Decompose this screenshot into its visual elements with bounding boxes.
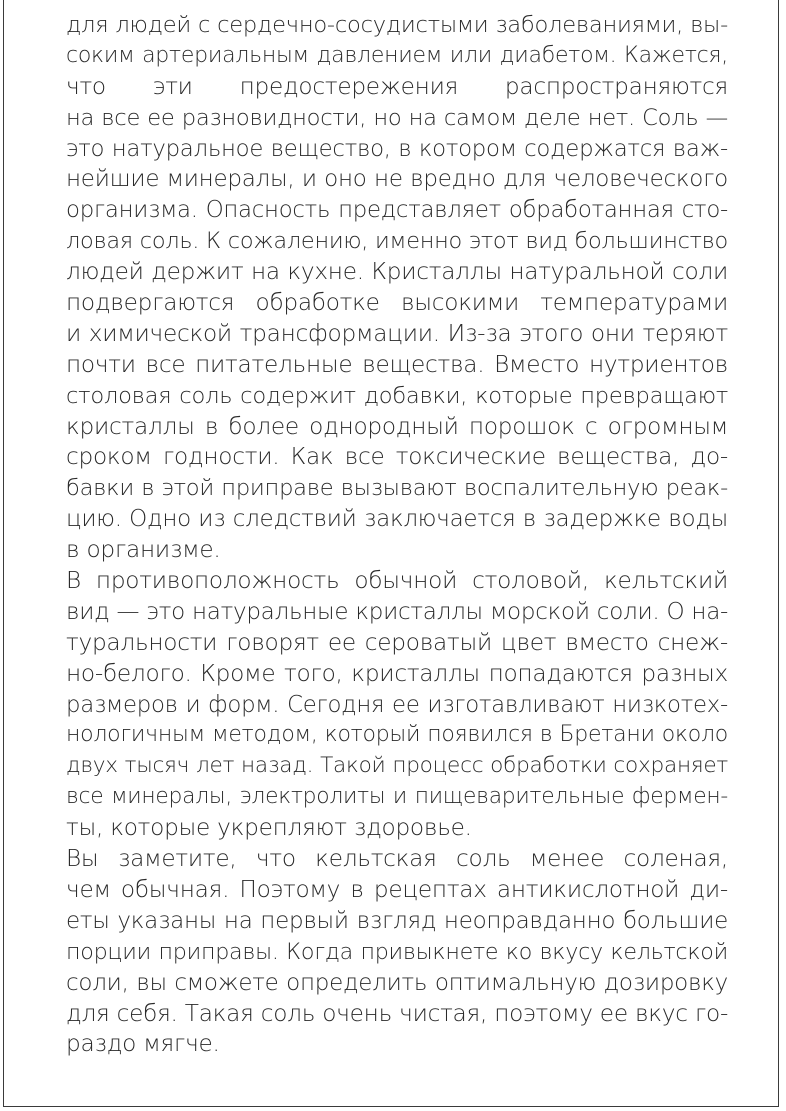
text-line: для людей с сердечно-сосудистыми заболеваниями, вы- xyxy=(66,12,728,38)
text-line: порции приправы. Когда привыкнете ко вкусу кельтской xyxy=(66,938,728,965)
text-line: людей держит на кухне. Кристаллы натуральной соли xyxy=(66,258,728,286)
text-line: соким артериальным давлением или диабетом. Кажется, xyxy=(66,42,728,68)
body-text xyxy=(66,10,728,1060)
text-line: в организме. xyxy=(66,536,221,564)
text-line: сроком годности. Как все токсические вещества, до- xyxy=(66,443,728,471)
text-line: организма. Опасность представляет обработанная сто- xyxy=(66,197,728,224)
text-line: на все ее разновидности, но на самом деле нет. Соль — xyxy=(66,104,728,131)
text-line: столовая соль содержит добавки, которые превращают xyxy=(66,382,728,409)
paragraph xyxy=(66,566,728,844)
text-line: Вы заметите, что кельтская соль менее соленая, xyxy=(66,845,728,873)
text-line: нологичным методом, который появился в Бретани около xyxy=(66,722,728,748)
text-line: кристаллы в более однородный порошок с огромным xyxy=(66,412,728,440)
text-line: что эти предостережения распространяются xyxy=(66,72,728,100)
text-line: для себя. Такая соль очень чистая, поэтому ее вкус го- xyxy=(66,999,728,1027)
text-line: вид — это натуральные кристаллы морской соли. О на- xyxy=(66,598,728,625)
text-line: это натуральное вещество, в котором содержатся важ- xyxy=(66,135,728,162)
paragraph xyxy=(66,10,728,566)
text-line: бавки в этой приправе вызывают воспалительную реак- xyxy=(66,475,728,502)
text-line: ты, которые укрепляют здоровье. xyxy=(66,814,472,842)
text-line: чем обычная. Поэтому в рецептах антикислотной ди- xyxy=(66,875,728,903)
text-line: туральности говорят ее сероватый цвет вместо снеж- xyxy=(66,628,728,656)
text-line: еты указаны на первый взгляд неоправданно большие xyxy=(66,907,728,934)
text-line: ловая соль. К сожалению, именно этот вид большинство xyxy=(66,228,728,255)
text-line: двух тысяч лет назад. Такой процесс обработки сохраняет xyxy=(66,753,728,779)
text-line: цию. Одно из следствий заключается в задержке воды xyxy=(66,506,728,533)
text-line: но-белого. Кроме того, кристаллы попадаются разных xyxy=(66,659,728,687)
text-line: подвергаются обработке высокими температурами xyxy=(66,289,728,317)
paragraph xyxy=(66,844,728,1060)
text-line: все минералы, электролиты и пищеварительные фермен- xyxy=(66,784,728,810)
text-line: раздо мягче. xyxy=(66,1030,220,1058)
text-line: В противоположность обычной столовой, кельтский xyxy=(66,567,728,595)
text-line: размеров и форм. Сегодня ее изготавливают низкотех- xyxy=(66,691,728,718)
text-line: соли, вы сможете определить оптимальную дозировку xyxy=(66,969,728,996)
text-line: и химической трансформации. Из-за этого они теряют xyxy=(66,319,728,347)
text-line: почти все питательные вещества. Вместо нутриентов xyxy=(66,350,728,378)
text-line: нейшие минералы, и оно не вредно для человеческого xyxy=(66,166,728,193)
